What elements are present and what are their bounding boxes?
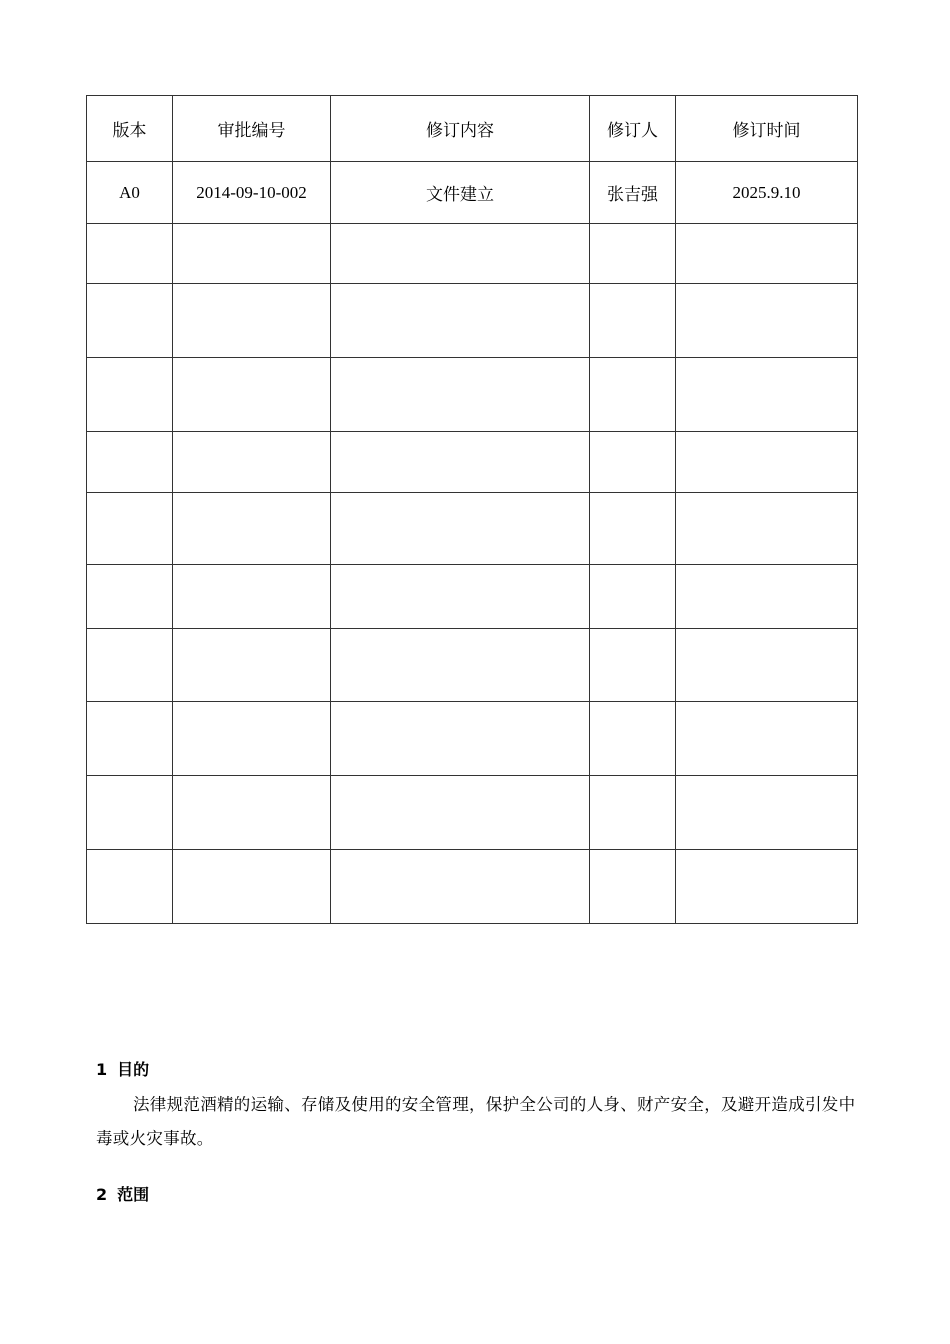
cell-empty — [676, 776, 858, 850]
section-title: 范围 — [117, 1185, 150, 1204]
table-row-empty — [87, 629, 858, 702]
cell-empty — [590, 224, 676, 284]
cell-empty — [173, 629, 331, 702]
cell-empty — [676, 284, 858, 358]
cell-empty — [331, 565, 590, 629]
cell-empty — [87, 224, 173, 284]
section-heading — [96, 1057, 856, 1080]
cell-empty — [87, 850, 173, 924]
table-row-empty — [87, 493, 858, 565]
cell-empty — [173, 432, 331, 493]
table-header-row — [87, 96, 858, 162]
table-row-empty — [87, 224, 858, 284]
cell-empty — [331, 284, 590, 358]
cell-empty — [331, 629, 590, 702]
cell-empty — [331, 493, 590, 565]
cell-empty — [173, 493, 331, 565]
header-version: 版本 — [87, 96, 173, 162]
cell-empty — [87, 565, 173, 629]
cell-revision-content: 文件建立 — [331, 162, 590, 224]
cell-empty — [676, 493, 858, 565]
table-row-empty — [87, 284, 858, 358]
cell-empty — [173, 850, 331, 924]
cell-empty — [676, 702, 858, 776]
table-row-empty — [87, 850, 858, 924]
cell-empty — [590, 358, 676, 432]
cell-empty — [87, 702, 173, 776]
cell-empty — [173, 565, 331, 629]
header-reviser: 修订人 — [590, 96, 676, 162]
cell-empty — [590, 432, 676, 493]
cell-version: A0 — [87, 162, 173, 224]
cell-empty — [87, 358, 173, 432]
cell-empty — [676, 224, 858, 284]
section-heading — [96, 1182, 856, 1205]
cell-empty — [331, 432, 590, 493]
table-row-empty — [87, 358, 858, 432]
table-row-empty — [87, 565, 858, 629]
cell-revision-time: 2025.9.10 — [676, 162, 858, 224]
table-row-empty — [87, 776, 858, 850]
cell-empty — [331, 776, 590, 850]
table-row-empty — [87, 432, 858, 493]
revision-table — [86, 95, 858, 924]
cell-empty — [590, 850, 676, 924]
cell-empty — [676, 565, 858, 629]
cell-empty — [173, 358, 331, 432]
cell-empty — [590, 776, 676, 850]
cell-empty — [590, 284, 676, 358]
cell-empty — [87, 432, 173, 493]
section-title: 目的 — [117, 1060, 150, 1079]
cell-empty — [590, 493, 676, 565]
cell-empty — [590, 629, 676, 702]
table-row-empty — [87, 702, 858, 776]
cell-empty — [87, 776, 173, 850]
cell-empty — [590, 702, 676, 776]
cell-empty — [173, 776, 331, 850]
cell-empty — [173, 284, 331, 358]
cell-approval-number: 2014-09-10-002 — [173, 162, 331, 224]
cell-empty — [87, 629, 173, 702]
header-approval-number: 审批编号 — [173, 96, 331, 162]
section-number: 1 — [96, 1060, 108, 1079]
header-revision-content: 修订内容 — [331, 96, 590, 162]
section-paragraph: 法律规范酒精的运输、存储及使用的安全管理，保护全公司的人身、财产安全，及避开造成引发中毒或火灾事故。 — [96, 1095, 856, 1148]
cell-empty — [173, 702, 331, 776]
cell-empty — [676, 629, 858, 702]
cell-empty — [590, 565, 676, 629]
table-row — [87, 162, 858, 224]
section-scope — [96, 1182, 856, 1205]
cell-empty — [331, 358, 590, 432]
cell-empty — [87, 284, 173, 358]
cell-empty — [331, 702, 590, 776]
cell-empty — [676, 850, 858, 924]
cell-empty — [331, 850, 590, 924]
section-number: 2 — [96, 1185, 108, 1204]
section-purpose — [96, 1057, 856, 1156]
cell-empty — [676, 432, 858, 493]
cell-empty — [173, 224, 331, 284]
cell-empty — [87, 493, 173, 565]
cell-reviser: 张吉强 — [590, 162, 676, 224]
cell-empty — [331, 224, 590, 284]
cell-empty — [676, 358, 858, 432]
header-revision-time: 修订时间 — [676, 96, 858, 162]
